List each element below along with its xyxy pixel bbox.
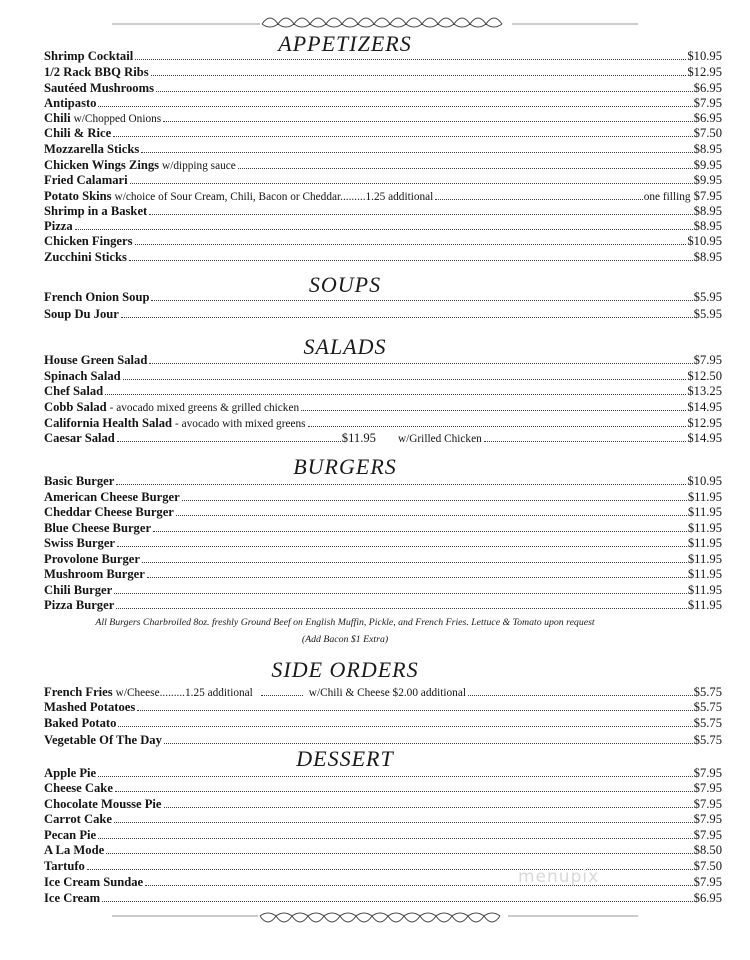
item-name: Cobb Salad <box>44 400 107 414</box>
item-description: - avocado with mixed greens <box>175 418 306 430</box>
menu-item <box>44 233 722 249</box>
menu-item <box>44 890 722 906</box>
item-price: $7.50 <box>693 126 722 140</box>
appetizers-heading: APPETIZERS <box>278 31 412 56</box>
item-option: one filling <box>643 191 691 203</box>
item-description: w/Chopped Onions <box>73 113 162 125</box>
item-price: $14.95 <box>687 400 722 414</box>
menu-item <box>44 842 722 858</box>
item-price: $12.50 <box>687 369 722 383</box>
item-price: $9.95 <box>693 173 722 187</box>
item-price: $5.75 <box>693 733 722 747</box>
item-name: Chili Burger <box>44 583 113 597</box>
menu-item <box>44 249 722 265</box>
item-price: $5.75 <box>693 700 722 714</box>
item-price: $12.95 <box>687 65 722 79</box>
item-name: Ice Cream <box>44 891 101 905</box>
menu-item <box>44 489 722 505</box>
item-price: $10.95 <box>687 49 722 63</box>
item-name: Zucchini Sticks <box>44 250 127 264</box>
menu-item <box>44 551 722 567</box>
item-price: $7.95 <box>693 189 722 203</box>
menu-item <box>44 64 722 80</box>
item-price: $11.95 <box>687 536 722 550</box>
item-price: $11.95 <box>687 567 722 581</box>
item-name: Pizza <box>44 219 73 233</box>
menu-item <box>44 80 722 96</box>
item-description: w/dipping sauce <box>162 160 236 172</box>
menu-item <box>44 765 722 781</box>
item-option: w/Grilled Chicken <box>397 433 482 445</box>
item-price: $13.25 <box>687 384 722 398</box>
item-name: Chicken Wings Zings <box>44 158 160 172</box>
item-name: Mushroom Burger <box>44 567 145 581</box>
item-price: $11.95 <box>687 598 722 612</box>
menu-item <box>44 504 722 520</box>
item-price: $5.95 <box>693 307 722 321</box>
item-name: Chili & Rice <box>44 126 112 140</box>
item-name: Sautéed Mushrooms <box>44 81 154 95</box>
item-price: $7.95 <box>693 828 722 842</box>
item-name: Tartufo <box>44 859 85 873</box>
item-name: Mashed Potatoes <box>44 700 136 714</box>
item-option: w/Chili & Cheese $2.00 additional <box>308 687 466 699</box>
item-name: American Cheese Burger <box>44 490 180 504</box>
menu-item <box>44 858 722 874</box>
menu-item <box>44 48 722 64</box>
item-price: $11.95 <box>687 505 722 519</box>
item-price: $11.95 <box>687 490 722 504</box>
burgers-heading: BURGERS <box>293 454 397 479</box>
item-price: $6.95 <box>693 81 722 95</box>
item-name: A La Mode <box>44 843 105 857</box>
watermark: menupix <box>518 867 600 887</box>
item-price: $11.95 <box>687 552 722 566</box>
menu-item <box>44 473 722 489</box>
item-price: $7.50 <box>693 859 722 873</box>
item-price: $6.95 <box>693 111 722 125</box>
item-name: Caesar Salad <box>44 431 115 445</box>
item-price: $7.95 <box>693 797 722 811</box>
item-price: $12.95 <box>687 416 722 430</box>
side-orders-heading: SIDE ORDERS <box>271 657 419 682</box>
item-price: $5.75 <box>693 716 722 730</box>
menu-item <box>44 715 722 731</box>
item-price: $8.95 <box>693 219 722 233</box>
item-description: w/Cheese.........1.25 additional <box>115 687 253 699</box>
item-price: $9.95 <box>693 158 722 172</box>
item-price: $7.95 <box>693 781 722 795</box>
item-name: Carrot Cake <box>44 812 112 826</box>
item-name: Provolone Burger <box>44 552 140 566</box>
item-name: Mozzarella Sticks <box>44 142 140 156</box>
item-price: $5.95 <box>693 290 722 304</box>
item-name: House Green Salad <box>44 353 148 367</box>
item-name: Potato Skins <box>44 189 112 203</box>
item-description: - avocado mixed greens & grilled chicken <box>109 402 300 414</box>
item-name: Pizza Burger <box>44 598 115 612</box>
item-name: 1/2 Rack BBQ Ribs <box>44 65 149 79</box>
menu-item <box>44 125 722 141</box>
menu-item <box>44 827 722 843</box>
item-price: $8.50 <box>693 843 722 857</box>
top-ornament-divider <box>0 6 750 30</box>
menu-item <box>44 597 722 613</box>
menu-item <box>44 399 722 415</box>
menu-item <box>44 172 722 188</box>
menu-item <box>44 415 722 431</box>
item-price: $10.95 <box>687 474 722 488</box>
item-price: $6.95 <box>693 891 722 905</box>
menu-item <box>44 780 722 796</box>
menu-item <box>44 289 722 305</box>
item-name: Swiss Burger <box>44 536 116 550</box>
item-name: Apple Pie <box>44 766 97 780</box>
soups-heading: SOUPS <box>308 272 382 297</box>
menu-item <box>44 699 722 715</box>
menu-item <box>44 352 722 368</box>
item-price: $11.95 <box>687 583 722 597</box>
item-name: Chocolate Mousse Pie <box>44 797 162 811</box>
menu-item <box>44 811 722 827</box>
salads-heading: SALADS <box>303 334 387 359</box>
item-name: Vegetable Of The Day <box>44 733 162 747</box>
burgers-note: All Burgers Charbroiled 8oz. freshly Ground Beef on English Muffin, Pickle, and French Fries. Lettuce & Tomato upon request <box>95 617 595 628</box>
menu-item <box>44 520 722 536</box>
item-name: Blue Cheese Burger <box>44 521 152 535</box>
item-price: $7.95 <box>693 353 722 367</box>
item-name: Fried Calamari <box>44 173 128 187</box>
dessert-heading: DESSERT <box>296 746 394 771</box>
menu-item <box>44 383 722 399</box>
menu-item <box>44 141 722 157</box>
menu-item <box>44 218 722 234</box>
item-price: $7.95 <box>693 766 722 780</box>
item-price: $8.95 <box>693 204 722 218</box>
item-name: California Health Salad <box>44 416 173 430</box>
menu-item <box>44 188 722 204</box>
menu-item <box>44 95 722 111</box>
menu-item <box>44 684 722 700</box>
item-price: $5.75 <box>693 685 722 699</box>
item-price: $10.95 <box>687 234 722 248</box>
item-name: Chili <box>44 111 71 125</box>
menu-item <box>44 306 722 322</box>
menu-item <box>44 430 722 446</box>
item-name: Cheese Cake <box>44 781 113 795</box>
item-name: Chicken Fingers <box>44 234 133 248</box>
menu-item <box>44 566 722 582</box>
menu-item <box>44 796 722 812</box>
item-name: Cheddar Cheese Burger <box>44 505 174 519</box>
item-name: Spinach Salad <box>44 369 121 383</box>
item-price: $8.95 <box>693 250 722 264</box>
menu-item <box>44 203 722 219</box>
item-name: Chef Salad <box>44 384 104 398</box>
item-description: w/choice of Sour Cream, Chili, Bacon or Cheddar.........1.25 additional <box>114 191 434 203</box>
item-name: Shrimp Cocktail <box>44 49 134 63</box>
item-name: Ice Cream Sundae <box>44 875 144 889</box>
item-price: $7.95 <box>693 812 722 826</box>
item-name: Shrimp in a Basket <box>44 204 148 218</box>
item-name: French Onion Soup <box>44 290 150 304</box>
item-price-2: $14.95 <box>687 431 722 445</box>
menu-item <box>44 368 722 384</box>
item-name: Pecan Pie <box>44 828 97 842</box>
item-price: $7.95 <box>693 875 722 889</box>
burgers-bacon-note: (Add Bacon $1 Extra) <box>301 634 389 645</box>
menu-item <box>44 157 722 173</box>
item-price: $11.95 <box>687 521 722 535</box>
menu-item <box>44 874 722 890</box>
item-name: French Fries <box>44 685 113 699</box>
item-name: Antipasto <box>44 96 97 110</box>
item-name: Baked Potato <box>44 716 117 730</box>
item-price: $8.95 <box>693 142 722 156</box>
menu-item <box>44 535 722 551</box>
bottom-ornament-divider <box>0 908 750 932</box>
item-price: $11.95 <box>341 431 376 445</box>
menu-item <box>44 110 722 126</box>
item-name: Soup Du Jour <box>44 307 119 321</box>
item-price: $7.95 <box>693 96 722 110</box>
item-name: Basic Burger <box>44 474 115 488</box>
menu-item <box>44 582 722 598</box>
